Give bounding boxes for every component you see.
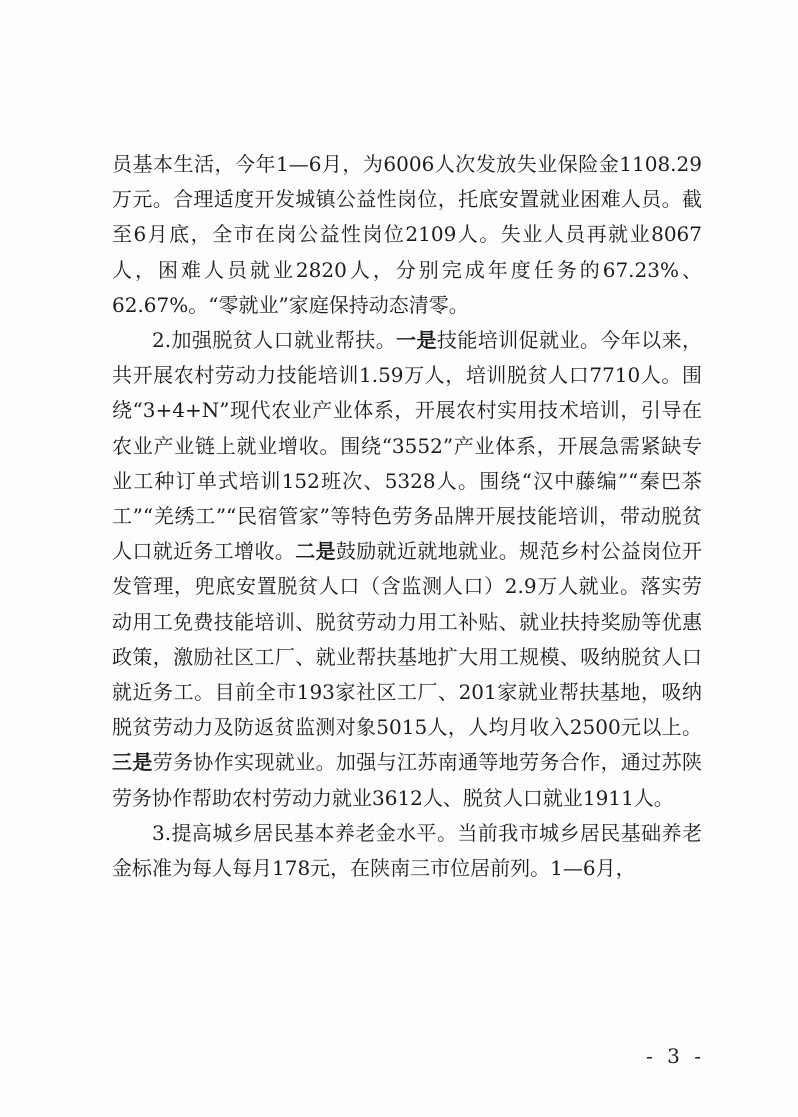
body-text bbox=[112, 147, 702, 886]
paragraph-poverty-employment bbox=[112, 323, 702, 816]
point-marker-third: 三是 bbox=[112, 750, 153, 775]
section-heading-2: 2.加强脱贫人口就业帮扶。 bbox=[152, 328, 397, 353]
text-segment: 鼓励就近就地就业。规范乡村公益岗位开发管理，兜底安置脱贫人口（含监测人口）2.9万人就业。落实劳动用工免费技能培训、脱贫劳动力用工补贴、就业扶持奖励等优惠政策，激励社区工厂、就业帮扶基地扩大用工规模、吸纳脱贫人口就近务工。目前全市193家社区工厂、201家就业帮扶基地，吸纳脱贫劳动力及防返贫监测对象5015人，人均月收入2500元以上。 bbox=[112, 539, 703, 740]
page-number: - 3 - bbox=[646, 1044, 705, 1068]
paragraph-unemployment-support bbox=[112, 147, 702, 323]
text-segment: 技能培训促就业。今年以来，共开展农村劳动力技能培训1.59万人，培训脱贫人口7710人。围绕“3+4+N”现代农业产业体系，开展农村实用技术培训，引导在农业产业链上就业增收。围绕“3552”产业体系，开展急需紧缺专业工种订单式培训152班次、5328人。围绕“汉中藤编”“秦巴茶工”“羌绣工”“民宿管家”等特色劳务品牌开展技能培训，带动脱贫人口就近务工增收。 bbox=[112, 328, 703, 564]
point-marker-second: 二是 bbox=[295, 539, 336, 564]
text-segment: 员基本生活，今年1—6月，为6006人次发放失业保险金1108.29万元。合理适度开发城镇公益性岗位，托底安置就业困难人员。截至6月底，全市在岗公益性岗位2109人。失业人员再就业8067人，困难人员就业2820人，分别完成年度任务的67.23%、62.67%。“零就业”家庭保持动态清零。 bbox=[112, 152, 702, 317]
text-segment: 劳务协作实现就业。加强与江苏南通等地劳务合作，通过苏陕劳务协作帮助农村劳动力就业3612人、脱贫人口就业1911人。 bbox=[112, 750, 703, 810]
point-marker-first: 一是 bbox=[396, 328, 437, 353]
paragraph-pension bbox=[112, 816, 702, 886]
section-heading-3: 3.提高城乡居民基本养老金水平。当前我市城乡居民基础养老金标准为每人每月178元，在陕南三市位居前列。1—6月， bbox=[112, 820, 702, 881]
